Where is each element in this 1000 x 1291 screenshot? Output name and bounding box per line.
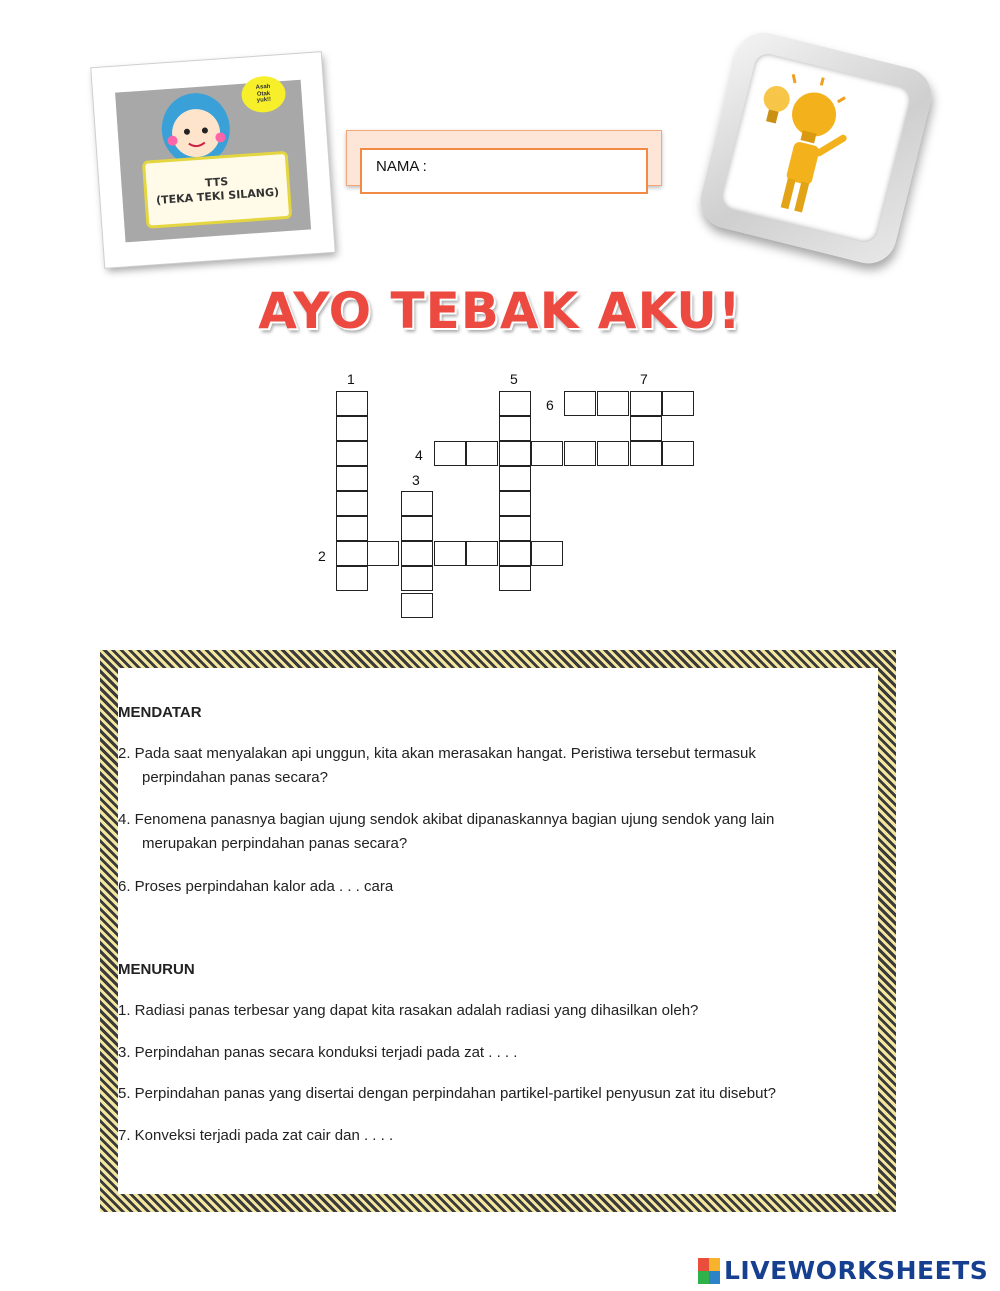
tts-sticker-card (91, 52, 334, 268)
crossword-cell[interactable] (499, 466, 531, 491)
crossword-cell[interactable] (336, 491, 368, 516)
crossword-cell[interactable] (630, 416, 662, 441)
clue-mendatar-4 (118, 808, 774, 856)
clue-mendatar-6 (118, 875, 393, 899)
brand-name: LIVEWORKSHEETS (724, 1256, 989, 1285)
crossword-cell[interactable] (336, 416, 368, 441)
crossword-cell[interactable] (401, 541, 433, 566)
crossword-cell[interactable] (531, 541, 563, 566)
crossword-cell[interactable] (662, 391, 694, 416)
clue-number-5: 5 (510, 371, 518, 387)
crossword-cell[interactable] (499, 416, 531, 441)
name-label: NAMA : (376, 158, 427, 175)
tts-board-line2: (TEKA TEKI SILANG) (155, 185, 280, 208)
speech-bubble: Asah Otak yuk!! (240, 75, 286, 114)
tts-board-line1: TTS (204, 175, 229, 190)
clue-number-2: 2 (318, 548, 326, 564)
menurun-heading: MENURUN (118, 961, 195, 978)
name-field[interactable] (360, 148, 648, 194)
crossword-cell[interactable] (336, 516, 368, 541)
clue-number-3: 3 (412, 472, 420, 488)
bulb-illustration (719, 51, 913, 245)
crossword-cell[interactable] (597, 391, 629, 416)
crossword-cell[interactable] (336, 541, 368, 566)
clue-number-7: 7 (640, 371, 648, 387)
crossword-cell[interactable] (597, 441, 629, 466)
crossword-cell[interactable] (630, 441, 662, 466)
crossword-cell[interactable] (499, 516, 531, 541)
clue-line: 6. Proses perpindahan kalor ada . . . cara (118, 878, 394, 895)
crossword-cell[interactable] (466, 541, 498, 566)
crossword-cell[interactable] (401, 516, 433, 541)
clue-menurun-7: 7. Konveksi terjadi pada zat cair dan . . . . (118, 1127, 394, 1144)
lightbulb-man-icon (719, 51, 913, 245)
crossword-cell[interactable] (434, 441, 466, 466)
clue-number-6: 6 (546, 397, 554, 413)
clue-line: 4. Fenomena panasnya bagian ujung sendok akibat dipanaskannya bagian ujung sendok yang lain (118, 811, 775, 828)
crossword-cell[interactable] (336, 441, 368, 466)
clue-menurun-5: 5. Perpindahan panas yang disertai dengan perpindahan partikel-partikel penyusun zat itu disebut? (118, 1085, 776, 1102)
page-title: AYO TEBAK AKU! (258, 282, 742, 340)
crossword-cell[interactable] (434, 541, 466, 566)
clue-line: merupakan perpindahan panas secara? (142, 835, 408, 852)
mendatar-heading: MENDATAR (118, 704, 202, 721)
crossword-cell[interactable] (336, 566, 368, 591)
crossword-cell[interactable] (499, 566, 531, 591)
clue-mendatar-2 (118, 742, 756, 790)
crossword-cell[interactable] (401, 566, 433, 591)
crossword-cell[interactable] (630, 391, 662, 416)
crossword-cell[interactable] (662, 441, 694, 466)
crossword-cell[interactable] (336, 466, 368, 491)
tts-board (142, 151, 292, 229)
clue-line: perpindahan panas secara? (142, 769, 328, 786)
crossword-cell[interactable] (336, 391, 368, 416)
clue-line: 2. Pada saat menyalakan api unggun, kita akan merasakan hangat. Peristiwa tersebut termasuk (118, 745, 756, 762)
clue-number-4: 4 (415, 447, 423, 463)
crossword-cell[interactable] (367, 541, 399, 566)
crossword-cell[interactable] (531, 441, 563, 466)
crossword-cell[interactable] (499, 491, 531, 516)
crossword-cell[interactable] (499, 391, 531, 416)
crossword-cell[interactable] (466, 441, 498, 466)
crossword-cell[interactable] (401, 491, 433, 516)
clue-number-1: 1 (347, 371, 355, 387)
tts-illustration (115, 80, 311, 243)
liveworksheets-logo[interactable] (698, 1256, 988, 1285)
bulb-picture-frame (695, 27, 937, 269)
crossword-cell[interactable] (564, 441, 596, 466)
crossword-cell[interactable] (499, 441, 531, 466)
clue-menurun-3: 3. Perpindahan panas secara konduksi terjadi pada zat . . . . (118, 1044, 518, 1061)
crossword-cell[interactable] (499, 541, 531, 566)
crossword-cell[interactable] (401, 593, 433, 618)
crossword-cell[interactable] (564, 391, 596, 416)
clue-menurun-1: 1. Radiasi panas terbesar yang dapat kita rasakan adalah radiasi yang dihasilkan oleh? (118, 1002, 699, 1019)
